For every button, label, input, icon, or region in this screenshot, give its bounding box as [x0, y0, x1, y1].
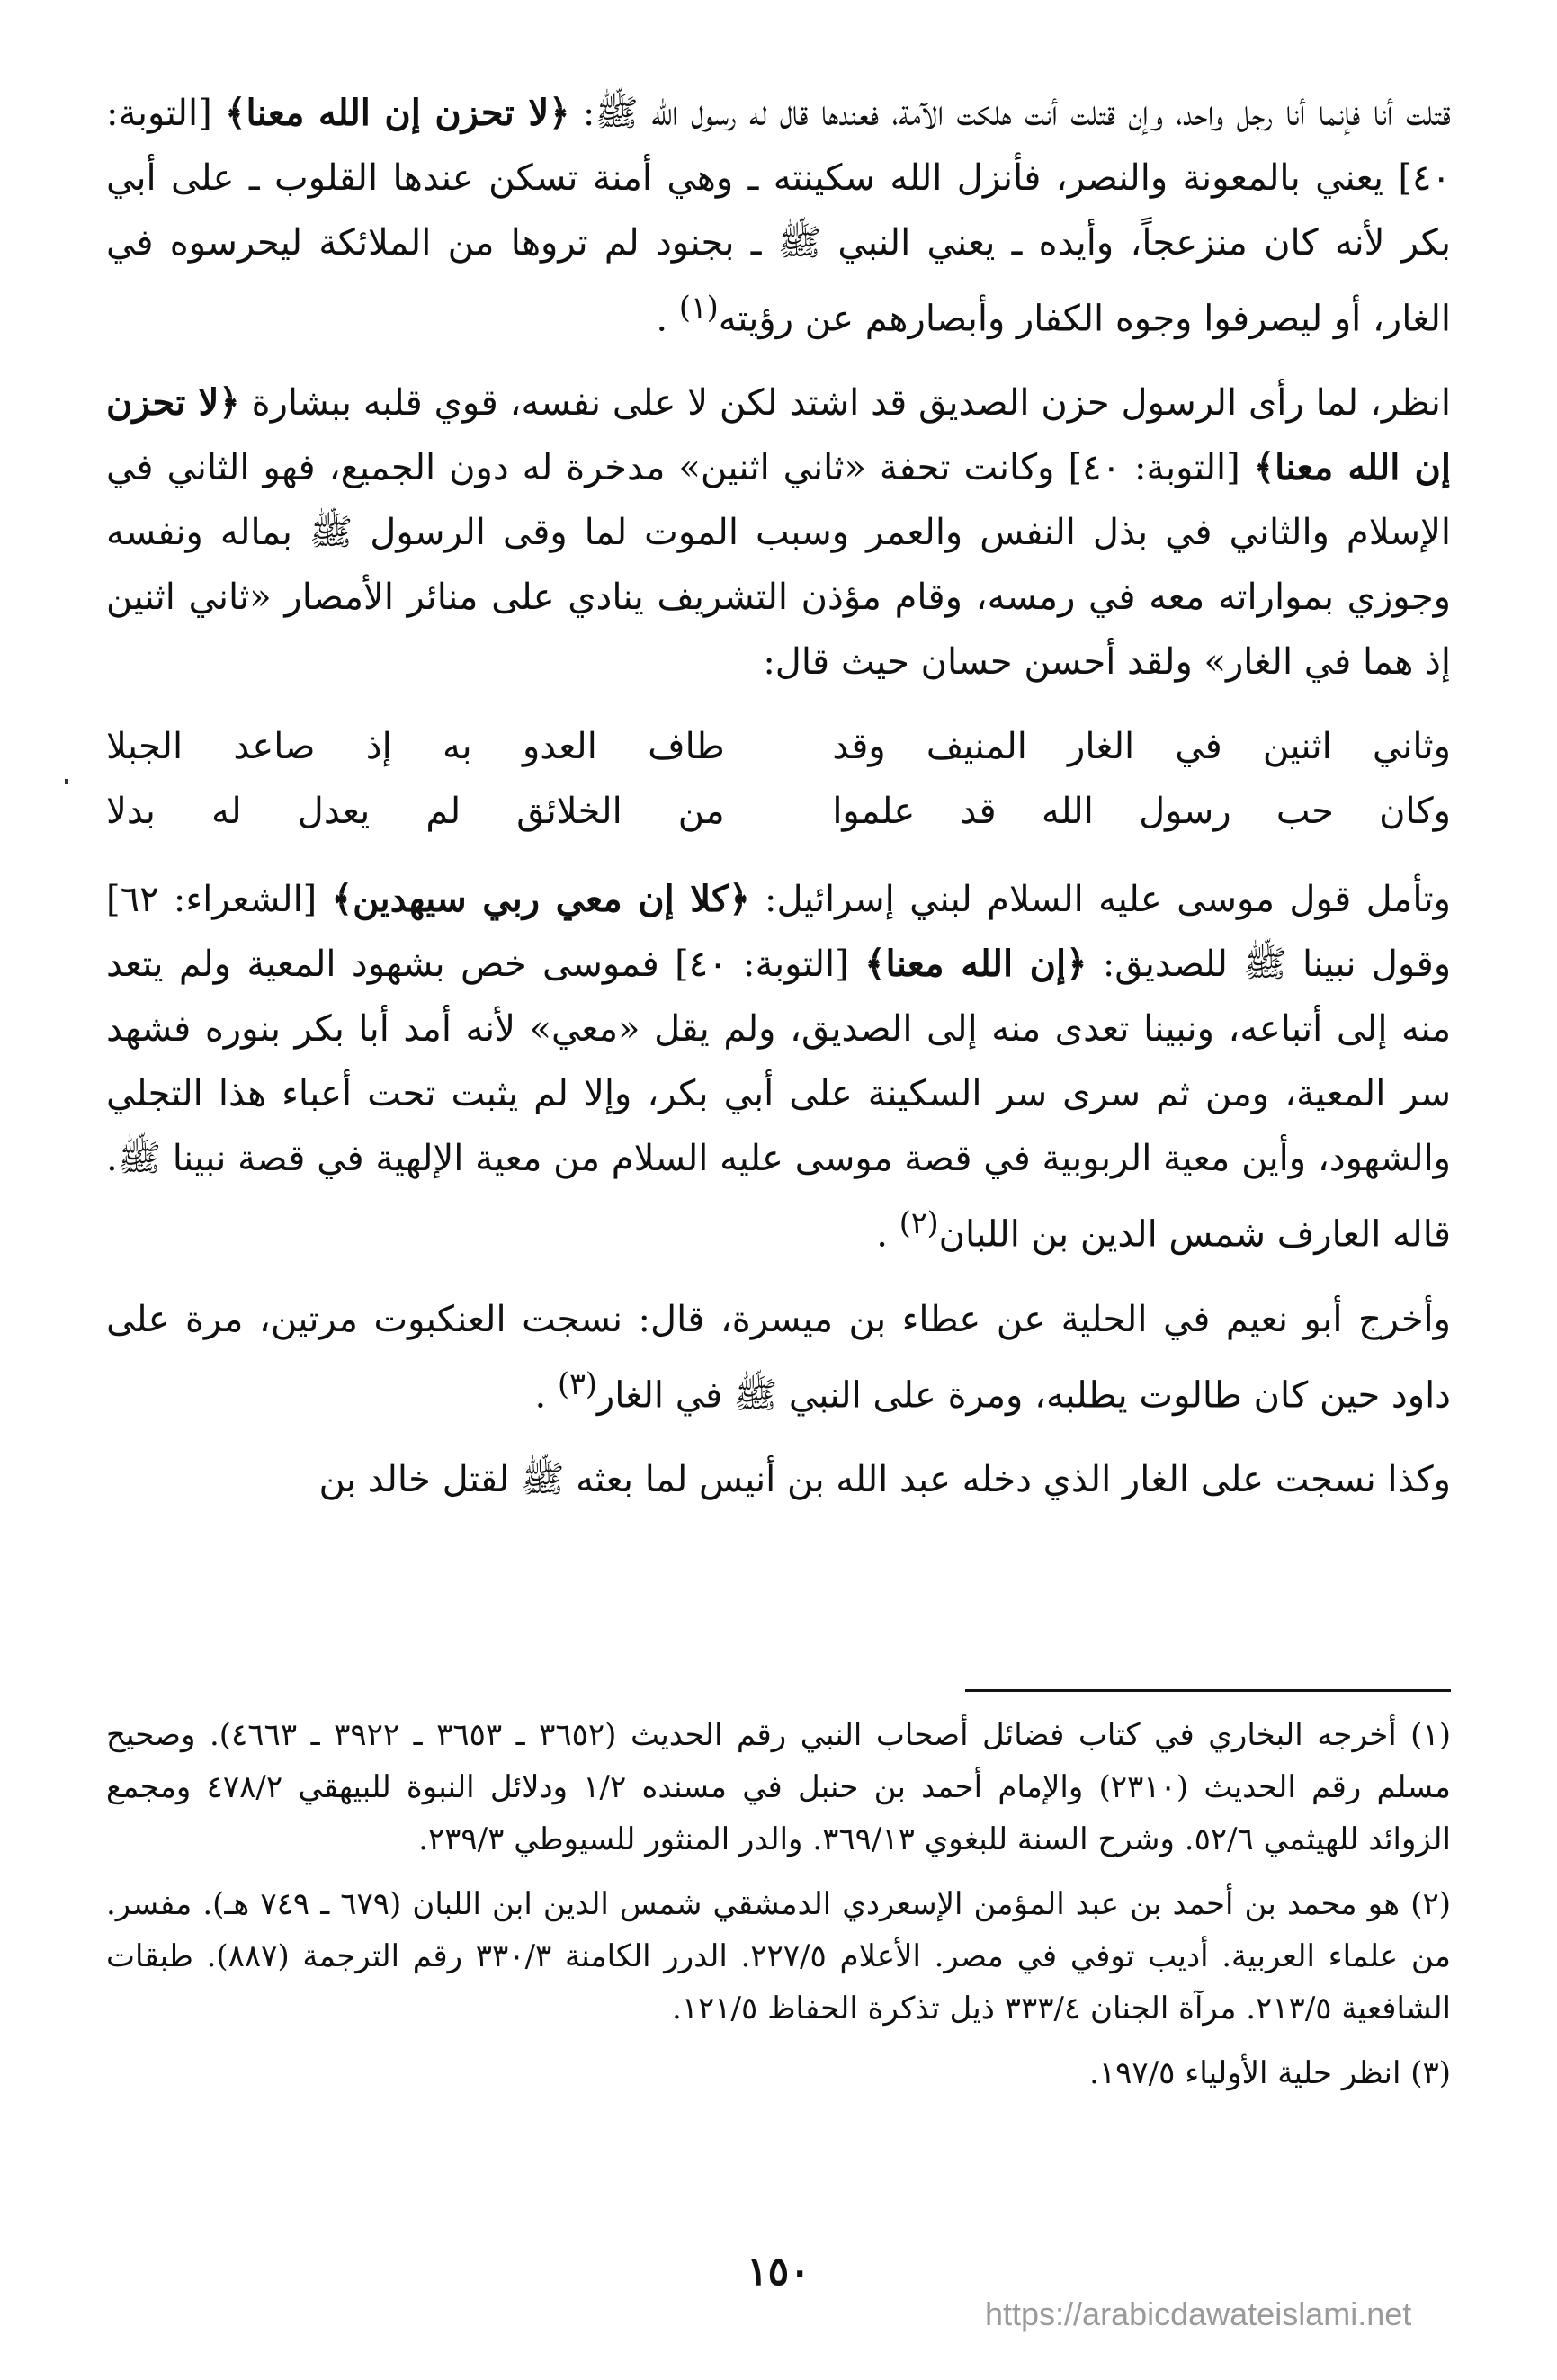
paragraph-4 [106, 1287, 1451, 1427]
poem [106, 714, 1451, 844]
verse-hemistich-first: وكان حب رسول الله قد علموا [832, 791, 1451, 833]
watermark-url: https://arabicdawateislami.net [985, 2295, 1412, 2332]
text-run: [التوبة: ٤٠] يعني بالمعونة والنصر، فأنزل الله سكينته ـ وهي أمنة تسكن عندها القلوب ـ على أبي بكر لأنه كان منزعجاً، وأيده ـ يعني النبي ﷺ ـ بجنود لم تروها من الملائكة ليحرسوه في الغار، أو ليصرفوا وجوه الكفار وأبصارهم عن رؤيته [106, 93, 1451, 340]
footnotes [106, 1709, 1451, 2112]
text-run: قتلت أنا فإنما أنا رجل واحد، وإن قتلت أنت هلكت الآمة، فعندها قال له رسول الله ﷺ: [569, 93, 1452, 134]
text-run: انظر، لما رأى الرسول حزن الصديق قد اشتد لكن لا على نفسه، قوي قلبه ببشارة [239, 382, 1451, 425]
verse-hemistich-second: طاف العدو به إذ صاعد الجبلا [106, 726, 725, 768]
verse-hemistich-second: من الخلائق لم يعدل له بدلا [106, 791, 725, 833]
text-run: . [534, 1373, 558, 1416]
quran-quote: ﴿لا تحزن إن الله معنا﴾ [106, 381, 1451, 489]
paragraph-3 [106, 867, 1451, 1266]
footnote-3: (٣) انظر حلية الأولياء ١٩٧/٥. [1089, 2055, 1451, 2091]
footnote-ref-2: (٢) [899, 1205, 939, 1241]
text-run: [الشعراء: ٦٢] وقول نبينا ﷺ للصديق: [106, 879, 1452, 986]
footnote-divider [965, 1689, 1451, 1692]
page-number: ١٥٠ [747, 2249, 810, 2295]
quran-quote: ﴿إن الله معنا﴾ [864, 943, 1087, 986]
text-run: . [876, 1213, 899, 1256]
paragraph-2 [106, 371, 1451, 694]
text-run: [التوبة: ٤٠] فموسى خص بشهود المعية ولم يتعد منه إلى أتباعه، ونبينا تعدى منه إلى الصديق، ولم يقل «معي» لأنه أمد أبا بكر بنوره فشهد سر المعية، ومن ثم سرى سر السكينة على أبي بكر، وإلا لم يثبت تحت أعباء هذا التجلي والشهود، وأين معية الربوبية في قصة موسى عليه السلام من معية الإلهية في قصة نبينا ﷺ. قاله العارف شمس الدين بن اللبان [106, 944, 1451, 1256]
scan-mark [65, 779, 68, 784]
verse-line-1 [106, 714, 1451, 779]
text-run: وأخرج أبو نعيم في الحلية عن عطاء بن ميسرة، قال: نسجت العنكبوت مرتين، مرة على داود حين كان طالوت يطلبه، ومرة على النبي ﷺ في الغار [106, 1298, 1451, 1416]
main-text [106, 81, 1451, 1532]
text-run: . [656, 298, 679, 340]
footnote-2: (٢) هو محمد بن أحمد بن عبد المؤمن الإسعردي الدمشقي شمس الدين ابن اللبان (٦٧٩ ـ ٧٤٩ هـ). مفسر. من علماء العربية. أديب توفي في مصر. الأعلام ٢٢٧/٥. الدرر الكامنة ٣٣٠/٣ رقم الترجمة (٨٨٧). طبقات الشافعية ٢١٣/٥. مرآة الجنان ٣٣٣/٤ ذيل تذكرة الحفاظ ١٢١/٥. [106, 1886, 1451, 2027]
footnote-ref-1: (١) [678, 290, 719, 325]
footnote-1: (١) أخرجه البخاري في كتاب فضائل أصحاب النبي رقم الحديث (٣٦٥٢ ـ ٣٦٥٣ ـ ٣٩٢٢ ـ ٤٦٦٣). وصحيح مسلم رقم الحديث (٢٣١٠) والإمام أحمد بن حنبل في مسنده ١/٢ ودلائل النبوة للبيهقي ٤٧٨/٢ ومجمع الزوائد للهيثمي ٥٢/٦. وشرح السنة للبغوي ٣٦٩/١٣. والدر المنثور للسيوطي ٢٣٩/٣. [106, 1717, 1451, 1857]
paragraph-1 [106, 81, 1451, 351]
text-run: [التوبة: ٤٠] وكانت تحفة «ثاني اثنين» مدخرة له دون الجميع، فهو الثاني في الإسلام والثاني في بذل النفس والعمر وسبب الموت لما وقى الرسول ﷺ بماله ونفسه وجوزي بمواراته معه في رمسه، وقام مؤذن التشريف ينادي على منائر الأمصار «ثاني اثنين إذ هما في الغار» ولقد أحسن حسان حيث قال: [106, 447, 1451, 684]
quran-quote: ﴿كلا إن معي ربي سيهدين﴾ [331, 878, 750, 921]
verse-hemistich-first: وثاني اثنين في الغار المنيف وقد [832, 726, 1451, 768]
verse-line-2 [106, 779, 1451, 844]
quran-quote: ﴿لا تحزن إن الله معنا﴾ [225, 92, 570, 134]
paragraph-5: وكذا نسجت على الغار الذي دخله عبد الله بن أنيس لما بعثه ﷺ لقتل خالد بن [318, 1458, 1451, 1500]
footnote-ref-3: (٣) [557, 1365, 597, 1401]
text-run: وتأمل قول موسى عليه السلام لبني إسرائيل: [749, 879, 1451, 921]
